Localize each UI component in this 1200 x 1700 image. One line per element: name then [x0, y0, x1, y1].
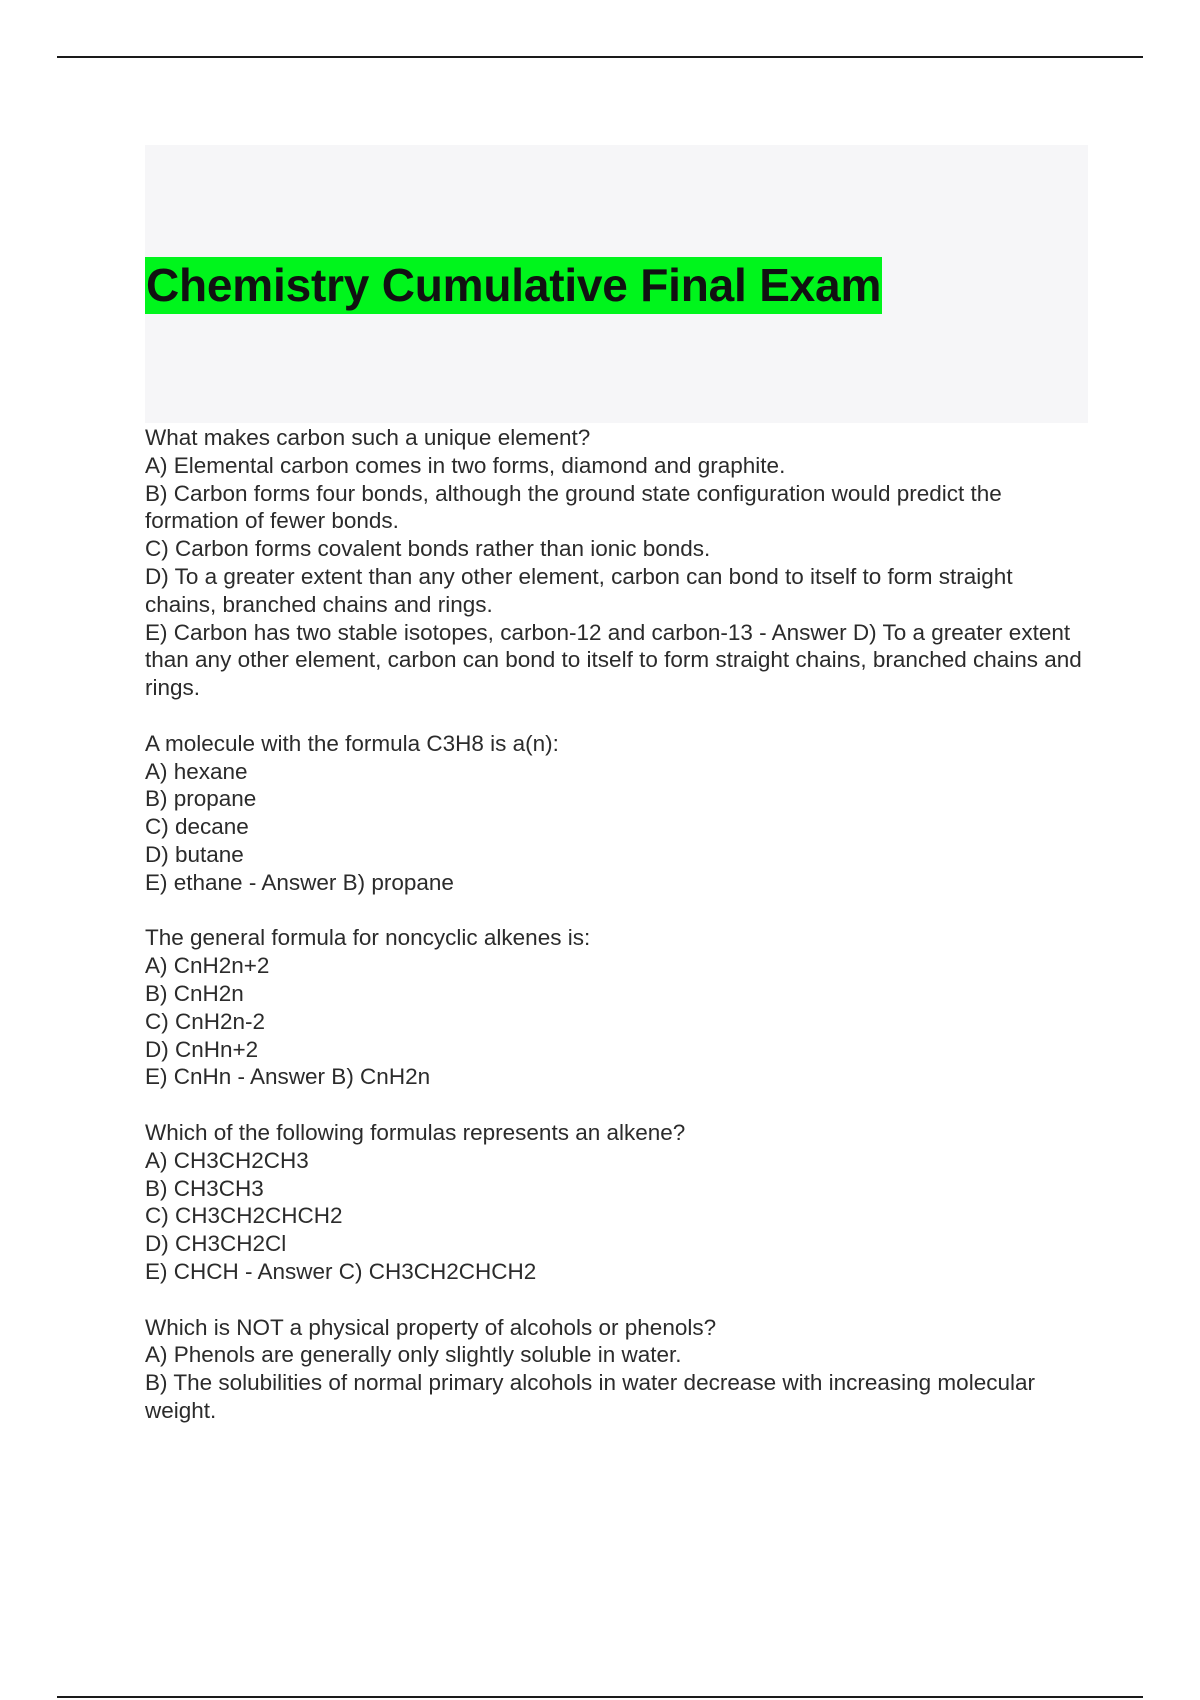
answer-option: A) hexane — [145, 758, 248, 784]
document-title: Chemistry Cumulative Final Exam — [145, 257, 882, 314]
question-text: The general formula for noncyclic alkenes is: — [145, 925, 591, 951]
exam-content — [145, 424, 1090, 1452]
top-divider — [57, 56, 1143, 58]
answer-option: B) CH3CH3 — [145, 1175, 264, 1201]
question-text: Which is NOT a physical property of alcohols or phenols? — [145, 1314, 717, 1340]
answer-option: B) propane — [145, 786, 257, 812]
answer-option: C) CH3CH2CHCH2 — [145, 1203, 343, 1229]
answer-option: E) ethane - Answer B) propane — [145, 869, 454, 895]
answer-option: B) The solubilities of normal primary alcohols in water decrease with increasing molecular weight. — [145, 1370, 1035, 1423]
answer-option: D) CH3CH2Cl — [145, 1231, 287, 1257]
answer-option: D) To a greater extent than any other element, carbon can bond to itself to form straight chains, branched chains and rings. — [145, 563, 1013, 617]
answer-option: D) CnHn+2 — [145, 1036, 259, 1062]
question-block-2 — [145, 730, 1090, 897]
question-text: What makes carbon such a unique element? — [145, 425, 591, 450]
answer-option: B) Carbon forms four bonds, although the ground state configuration would predict the formation of fewer bonds. — [145, 480, 1002, 534]
question-block-3 — [145, 924, 1090, 1091]
answer-option: C) decane — [145, 814, 249, 840]
question-block-5 — [145, 1314, 1090, 1425]
answer-option: A) Phenols are generally only slightly soluble in water. — [145, 1342, 682, 1368]
question-text: A molecule with the formula C3H8 is a(n): — [145, 730, 559, 756]
answer-option: B) CnH2n — [145, 980, 244, 1006]
answer-option: A) CnH2n+2 — [145, 953, 270, 979]
question-block-4 — [145, 1119, 1090, 1286]
question-text: Which of the following formulas represents an alkene? — [145, 1119, 686, 1145]
answer-option: D) butane — [145, 841, 244, 867]
bottom-divider — [57, 1696, 1143, 1698]
answer-option: E) Carbon has two stable isotopes, carbon-12 and carbon-13 - Answer D) To a greater extent than any other element, carbon can bond to itself to form straight chains, branched chains and rings. — [145, 619, 1082, 701]
answer-option: E) CHCH - Answer C) CH3CH2CHCH2 — [145, 1258, 537, 1284]
question-block-1 — [145, 424, 1090, 702]
answer-option: C) Carbon forms covalent bonds rather than ionic bonds. — [145, 536, 711, 562]
answer-option: A) Elemental carbon comes in two forms, diamond and graphite. — [145, 452, 786, 478]
answer-option: A) CH3CH2CH3 — [145, 1147, 309, 1173]
answer-option: C) CnH2n-2 — [145, 1008, 266, 1034]
answer-option: E) CnHn - Answer B) CnH2n — [145, 1064, 431, 1090]
